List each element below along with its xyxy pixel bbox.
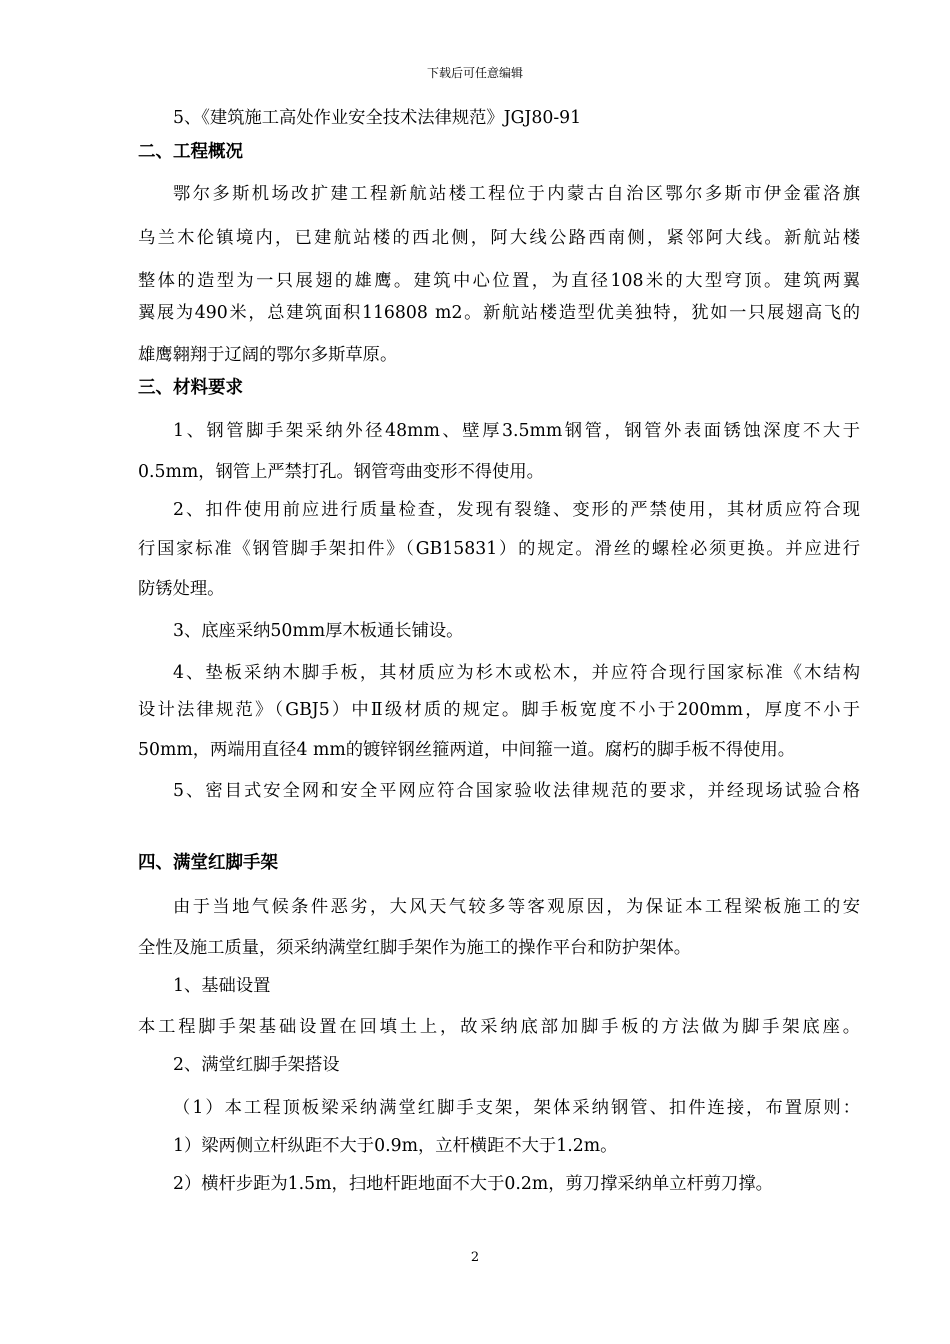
page-number: 2: [470, 1250, 480, 1265]
overview-line: 鄂尔多斯机场改扩建工程新航站楼工程位于内蒙古自治区鄂尔多斯市伊金霍洛旗: [173, 184, 860, 204]
material-line: 0.5mm，钢管上严禁打孔。钢管弯曲变形不得使用。: [138, 462, 544, 482]
material-line: 1、钢管脚手架采纳外径48mm、壁厚3.5mm钢管，钢管外表面锈蚀深度不大于: [173, 421, 860, 441]
scaffold-subheading: 2、满堂红脚手架搭设: [173, 1055, 340, 1075]
material-line: 5、密目式安全网和安全平网应符合国家验收法律规范的要求，并经现场试验合格: [173, 781, 860, 801]
scaffold-line: 全性及施工质量，须采纳满堂红脚手架作为施工的操作平台和防护架体。: [138, 938, 692, 958]
overview-line: 雄鹰翱翔于辽阔的鄂尔多斯草原。: [138, 345, 398, 365]
scaffold-line: 2）横杆步距为1.5m，扫地杆距地面不大于0.2m，剪刀撑采纳单立杆剪刀撑。: [173, 1174, 773, 1194]
material-line: 行国家标准《钢管脚手架扣件》（GB15831）的规定。滑丝的螺栓必须更换。并应进行: [138, 539, 860, 559]
section-heading-scaffold: 四、满堂红脚手架: [138, 853, 278, 873]
scaffold-subheading: 1、基础设置: [173, 976, 271, 996]
overview-line: 翼展为490米，总建筑面积116808 m2。新航站楼造型优美独特，犹如一只展翅高飞的: [138, 303, 860, 323]
section-heading-materials: 三、材料要求: [138, 378, 243, 398]
material-line: 设计法律规范》（GBJ5）中Ⅱ级材质的规定。脚手板宽度不小于200mm，厚度不小于: [138, 700, 860, 720]
scaffold-line: 1）梁两侧立杆纵距不大于0.9m，立杆横距不大于1.2m。: [173, 1136, 618, 1156]
material-line: 50mm，两端用直径4 mm的镀锌钢丝箍两道，中间箍一道。腐朽的脚手板不得使用。: [138, 740, 796, 760]
scaffold-line: 本工程脚手架基础设置在回填土上，故采纳底部加脚手板的方法做为脚手架底座。: [138, 1017, 860, 1037]
material-line: 3、底座采纳50mm厚木板通长铺设。: [173, 621, 464, 641]
scaffold-line: （1）本工程顶板梁采纳满堂红脚手支架，架体采纳钢管、扣件连接，布置原则：: [173, 1098, 860, 1118]
section-heading-overview: 二、工程概况: [138, 142, 243, 162]
page-header: 下载后可任意编辑: [426, 66, 523, 80]
material-line: 4、垫板采纳木脚手板，其材质应为杉木或松木，并应符合现行国家标准《木结构: [173, 663, 860, 683]
reference-item-5: 5、《建筑施工高处作业安全技术法律规范》JGJ80-91: [173, 108, 582, 128]
overview-line: 乌兰木伦镇境内，已建航站楼的西北侧，阿大线公路西南侧，紧邻阿大线。新航站楼: [138, 228, 860, 248]
material-line: 防锈处理。: [138, 579, 225, 599]
overview-line: 整体的造型为一只展翅的雄鹰。建筑中心位置，为直径108米的大型穹顶。建筑两翼: [138, 271, 860, 291]
scaffold-line: 由于当地气候条件恶劣，大风天气较多等客观原因，为保证本工程梁板施工的安: [173, 897, 860, 917]
material-line: 2、扣件使用前应进行质量检查，发现有裂缝、变形的严禁使用，其材质应符合现: [173, 500, 860, 520]
